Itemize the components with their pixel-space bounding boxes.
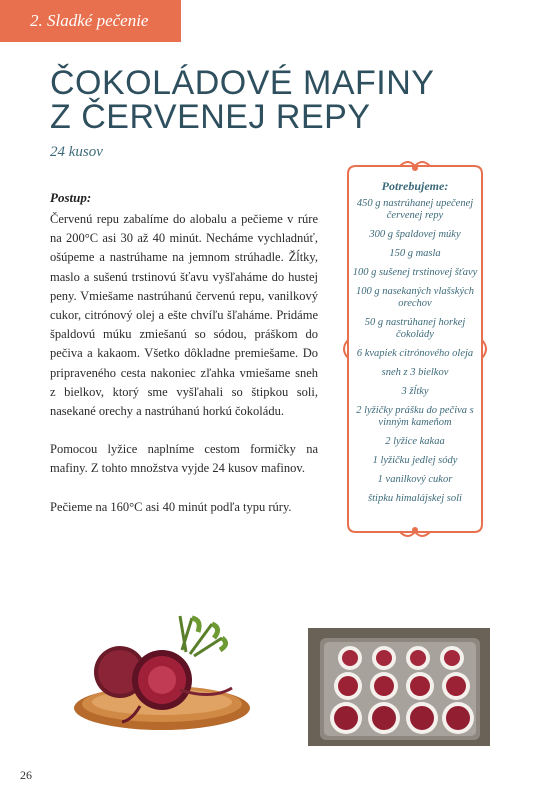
page-number: 26 — [20, 768, 32, 782]
beetroot-photo — [62, 610, 262, 740]
ingredient-item: 300 g špaldovej múky — [369, 229, 461, 240]
title-line-2: Z ČERVENEJ REPY — [50, 98, 371, 136]
ingredient-item: 2 lyžice kakaa — [385, 436, 445, 447]
method-text — [50, 210, 318, 536]
ingredient-item: štipku himalájskej soli — [368, 493, 462, 504]
ingredient-item: 100 g sušenej trstinovej šťavy — [352, 267, 478, 278]
muffins-photo — [308, 628, 490, 746]
method-paragraph: Červenú repu zabalíme do alobalu a pečieme v rúre na 200°C asi 30 až 40 minút. Necháme vychladnúť, ošúpeme a nastrúhame na jemnom strúhadle. Žĺtky, maslo a sušenú trstinovú šťavu vyšľaháme do hustej peny. Vmiešame nastrúhanú červenú repu, vanilkový cukor, citrónový olej a ešte chvíľu šľaháme. Pridáme špaldovú múku zmiešanú so sódou, práškom do pečiva a kakaom. Všetko dôkladne premiešame. Do pripraveného cesta nakoniec zľahka vmiešame sneh z bielkov, ktorý sme vyšľahali so štipkou soli, nasekané orechy a nastrúhanú horkú čokoládu. — [50, 212, 318, 419]
ingredient-item: 50 g nastrúhanej horkej čokolády — [364, 317, 466, 340]
ingredient-item: 1 vanilkový cukor — [377, 474, 453, 485]
method-paragraph: Pečieme na 160°C asi 40 minút podľa typu rúry. — [50, 499, 292, 514]
ingredient-item: 1 lyžičku jedlej sódy — [372, 455, 458, 466]
ingredient-item: 2 lyžičky prášku do pečiva s vinným kameňom — [356, 405, 474, 428]
method-paragraph: Pomocou lyžice naplníme cestom formičky na mafiny. Z tohto množstva vyjde 24 kusov mafinov. — [50, 442, 318, 476]
ingredient-item: 100 g nasekaných vlašských orechov — [355, 286, 475, 309]
ingredient-item: 3 žĺtky — [401, 386, 429, 397]
ingredients-heading: Potrebujeme: — [381, 179, 449, 193]
chapter-tab — [0, 0, 181, 42]
ingredient-item: sneh z 3 bielkov — [381, 367, 449, 378]
chapter-label: 2. Sladké pečenie — [30, 11, 149, 30]
title-line-1: ČOKOLÁDOVÉ MAFINY — [50, 64, 435, 102]
recipe-title — [50, 66, 490, 134]
method-heading: Postup: — [50, 190, 92, 205]
ingredients-list — [350, 180, 480, 512]
ingredient-item: 150 g masla — [389, 248, 441, 259]
recipe-yield: 24 kusov — [50, 144, 103, 160]
ingredient-item: 450 g nastrúhanej upečenej červenej repy — [356, 198, 474, 221]
ingredient-item: 6 kvapiek citrónového oleja — [356, 348, 474, 359]
